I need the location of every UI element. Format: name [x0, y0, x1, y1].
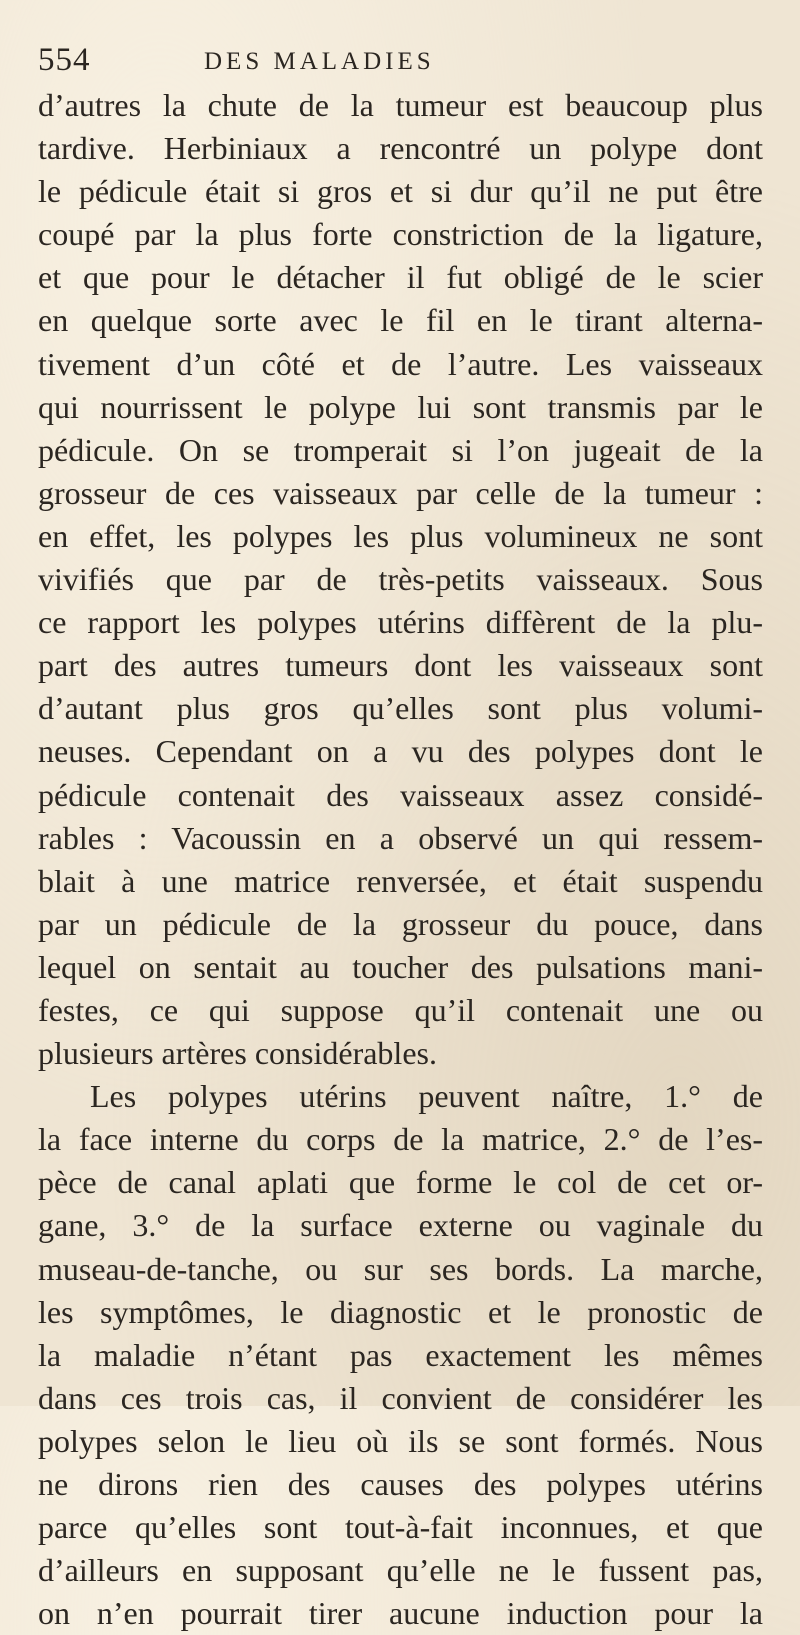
- text-line: pèce de canal aplati que forme le col de cet or-: [38, 1164, 763, 1201]
- text-line: les symptômes, le diagnostic et le pronostic de: [38, 1293, 763, 1330]
- text-line: qui nourrissent le polype lui sont transmis par le: [38, 388, 763, 425]
- text-line: le pédicule était si gros et si dur qu’il ne put être: [38, 173, 763, 210]
- text-line: ce rapport les polypes utérins diffèrent de la plu-: [38, 604, 763, 641]
- text-line: ne dirons rien des causes des polypes utérins: [38, 1466, 763, 1502]
- paragraph-last-line: plusieurs artères considérables.: [38, 1035, 437, 1072]
- text-line: lequel on sentait au toucher des pulsations mani-: [38, 948, 763, 985]
- text-line: blait à une matrice renversée, et était suspendu: [38, 862, 763, 899]
- text-line: vivifiés que par de très-petits vaisseaux. Sous: [38, 561, 763, 598]
- running-head: DES MALADIES: [204, 48, 435, 75]
- text-line: d’ailleurs en supposant qu’elle ne le fussent pas,: [38, 1552, 763, 1589]
- text-line: polypes selon le lieu où ils se sont formés. Nous: [38, 1422, 763, 1459]
- page-header: [38, 36, 752, 78]
- text-line: on n’en pourrait tirer aucune induction pour la: [38, 1595, 763, 1632]
- text-line: part des autres tumeurs dont les vaisseaux sont: [38, 647, 763, 684]
- text-line: festes, ce qui suppose qu’il contenait une ou: [38, 991, 763, 1028]
- text-line: dans ces trois cas, il convient de considérer les: [38, 1379, 763, 1416]
- text-line: et que pour le détacher il fut obligé de le scier: [38, 259, 763, 296]
- text-line: tardive. Herbiniaux a rencontré un polype dont: [38, 130, 763, 167]
- text-line: d’autres la chute de la tumeur est beaucoup plus: [38, 87, 763, 123]
- text-line: tivement d’un côté et de l’autre. Les vaisseaux: [38, 345, 763, 382]
- page-number: 554: [38, 42, 91, 78]
- paragraph-first-line: Les polypes utérins peuvent naître, 1.° de: [90, 1078, 763, 1115]
- text-line: en effet, les polypes les plus volumineux ne sont: [38, 517, 763, 554]
- text-line: d’autant plus gros qu’elles sont plus volumi-: [38, 690, 763, 727]
- text-line: museau-de-tanche, ou sur ses bords. La marche,: [38, 1250, 763, 1287]
- text-line: coupé par la plus forte constriction de la ligature,: [38, 216, 763, 253]
- text-line: la maladie n’étant pas exactement les mêmes: [38, 1336, 763, 1373]
- text-line: en quelque sorte avec le fil en le tirant alterna-: [38, 302, 763, 339]
- text-line: pédicule contenait des vaisseaux assez considé-: [38, 776, 763, 813]
- text-line: neuses. Cependant on a vu des polypes dont le: [38, 733, 763, 770]
- text-line: par un pédicule de la grosseur du pouce, dans: [38, 905, 763, 942]
- text-line: la face interne du corps de la matrice, 2.° de l’es-: [38, 1121, 763, 1158]
- text-line: rables : Vacoussin en a observé un qui ressem-: [38, 819, 763, 856]
- text-line: pédicule. On se tromperait si l’on jugeait de la: [38, 431, 763, 468]
- body-text: [38, 84, 763, 1635]
- text-line: grosseur de ces vaisseaux par celle de la tumeur :: [38, 474, 763, 511]
- text-line: gane, 3.° de la surface externe ou vaginale du: [38, 1207, 763, 1244]
- text-line: parce qu’elles sont tout-à-fait inconnues, et que: [38, 1509, 763, 1546]
